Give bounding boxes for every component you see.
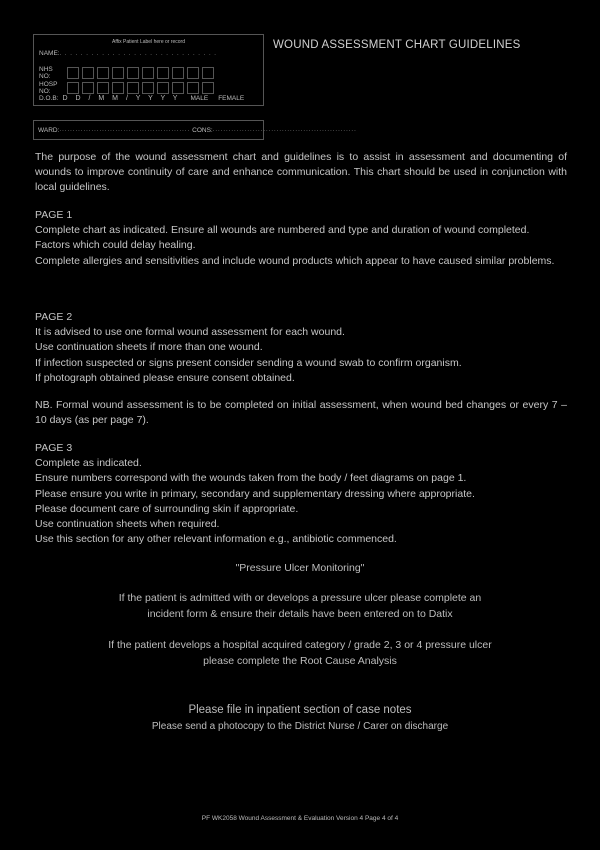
page3-heading: PAGE 3 — [35, 442, 73, 454]
page3-line: Complete as indicated. — [35, 457, 142, 470]
female-label[interactable]: FEMALE — [218, 95, 245, 102]
page1-section — [35, 208, 567, 269]
hosp-row — [39, 81, 217, 95]
patient-label-box — [33, 34, 264, 106]
page1-line: Factors which could delay healing. — [35, 239, 196, 252]
page-title: WOUND ASSESSMENT CHART GUIDELINES — [273, 39, 521, 51]
dob-field[interactable]: D D / M M / Y Y Y Y — [62, 95, 181, 102]
page3-line: Use continuation sheets when required. — [35, 518, 220, 531]
ward-dotted-line[interactable]: ................................................. — [59, 127, 191, 133]
nb-section — [35, 398, 567, 428]
name-row — [39, 50, 217, 57]
name-label: NAME: — [39, 50, 60, 57]
page2-line: Use continuation sheets if more than one wound. — [35, 341, 263, 354]
hosp-number-cells[interactable] — [67, 82, 217, 94]
male-label[interactable]: MALE — [190, 95, 209, 102]
page3-section — [35, 441, 567, 547]
footer: PF WK2058 Wound Assessment & Evaluation Version 4 Page 4 of 4 — [201, 815, 399, 822]
name-dotted-line[interactable]: . . . . . . . . . . . . . . . . . . . . . . . . . . . . . . — [59, 50, 217, 57]
pressure-paragraph-2-line-2: please complete the Root Cause Analysis — [203, 655, 397, 667]
filing-line-1: Please file in inpatient section of case notes — [188, 704, 412, 716]
dob-row — [39, 95, 244, 102]
filing-line-2: Please send a photocopy to the District Nurse / Carer on discharge — [151, 721, 449, 732]
page2-heading: PAGE 2 — [35, 311, 73, 323]
page3-line: Please ensure you write in primary, secondary and supplementary dressing where appropriate. — [35, 487, 475, 500]
page3-line: Please document care of surrounding skin if appropriate. — [35, 502, 299, 515]
nhs-number-cells[interactable] — [67, 67, 217, 79]
dob-label: D.O.B: — [39, 95, 59, 102]
ward-cons-box — [33, 120, 357, 140]
nhs-row — [39, 66, 217, 80]
pressure-paragraph-1-line-2: incident form & ensure their details have been entered on to Datix — [147, 608, 453, 620]
page3-line: Ensure numbers correspond with the wounds taken from the body / feet diagrams on page 1. — [35, 472, 467, 485]
ward-label: WARD: — [38, 126, 60, 134]
patient-label-title: Affix Patient Label here or record — [111, 39, 185, 45]
cons-label: CONS: — [192, 126, 213, 134]
intro-paragraph: The purpose of the wound assessment chart and guidelines is to assist in assessment and documenting of wounds to improve continuity of care and enhance communication. This chart should be used in conjunction with local guidelines. — [35, 151, 567, 194]
nhs-label: NHS NO: — [39, 66, 53, 80]
pressure-heading: "Pressure Ulcer Monitoring" — [235, 562, 365, 574]
pressure-paragraph-1-line-1: If the patient is admitted with or develops a pressure ulcer please complete an — [118, 592, 482, 604]
page1-line: Complete allergies and sensitivities and include wound products which appear to have caused similar problems. — [35, 254, 555, 267]
cons-dotted-line[interactable]: ...................................................... — [212, 127, 357, 133]
nb-paragraph: NB. Formal wound assessment is to be completed on initial assessment, when wound bed changes or every 7 – 10 days (as per page 7). — [35, 399, 567, 427]
hosp-label: HOSP NO: — [39, 81, 58, 95]
page2-section — [35, 310, 567, 386]
intro-section — [35, 150, 567, 196]
pressure-paragraph-2-line-1: If the patient develops a hospital acquired category / grade 2, 3 or 4 pressure ulcer — [108, 639, 492, 651]
page3-line: Use this section for any other relevant information e.g., antibiotic commenced. — [35, 533, 397, 546]
page2-line: If photograph obtained please ensure consent obtained. — [35, 371, 295, 384]
page2-line: If infection suspected or signs present consider sending a wound swab to confirm organism. — [35, 356, 462, 369]
page1-line: Complete chart as indicated. Ensure all wounds are numbered and type and duration of wound completed. — [35, 224, 530, 237]
page2-line: It is advised to use one formal wound assessment for each wound. — [35, 326, 345, 339]
page1-heading: PAGE 1 — [35, 209, 73, 221]
